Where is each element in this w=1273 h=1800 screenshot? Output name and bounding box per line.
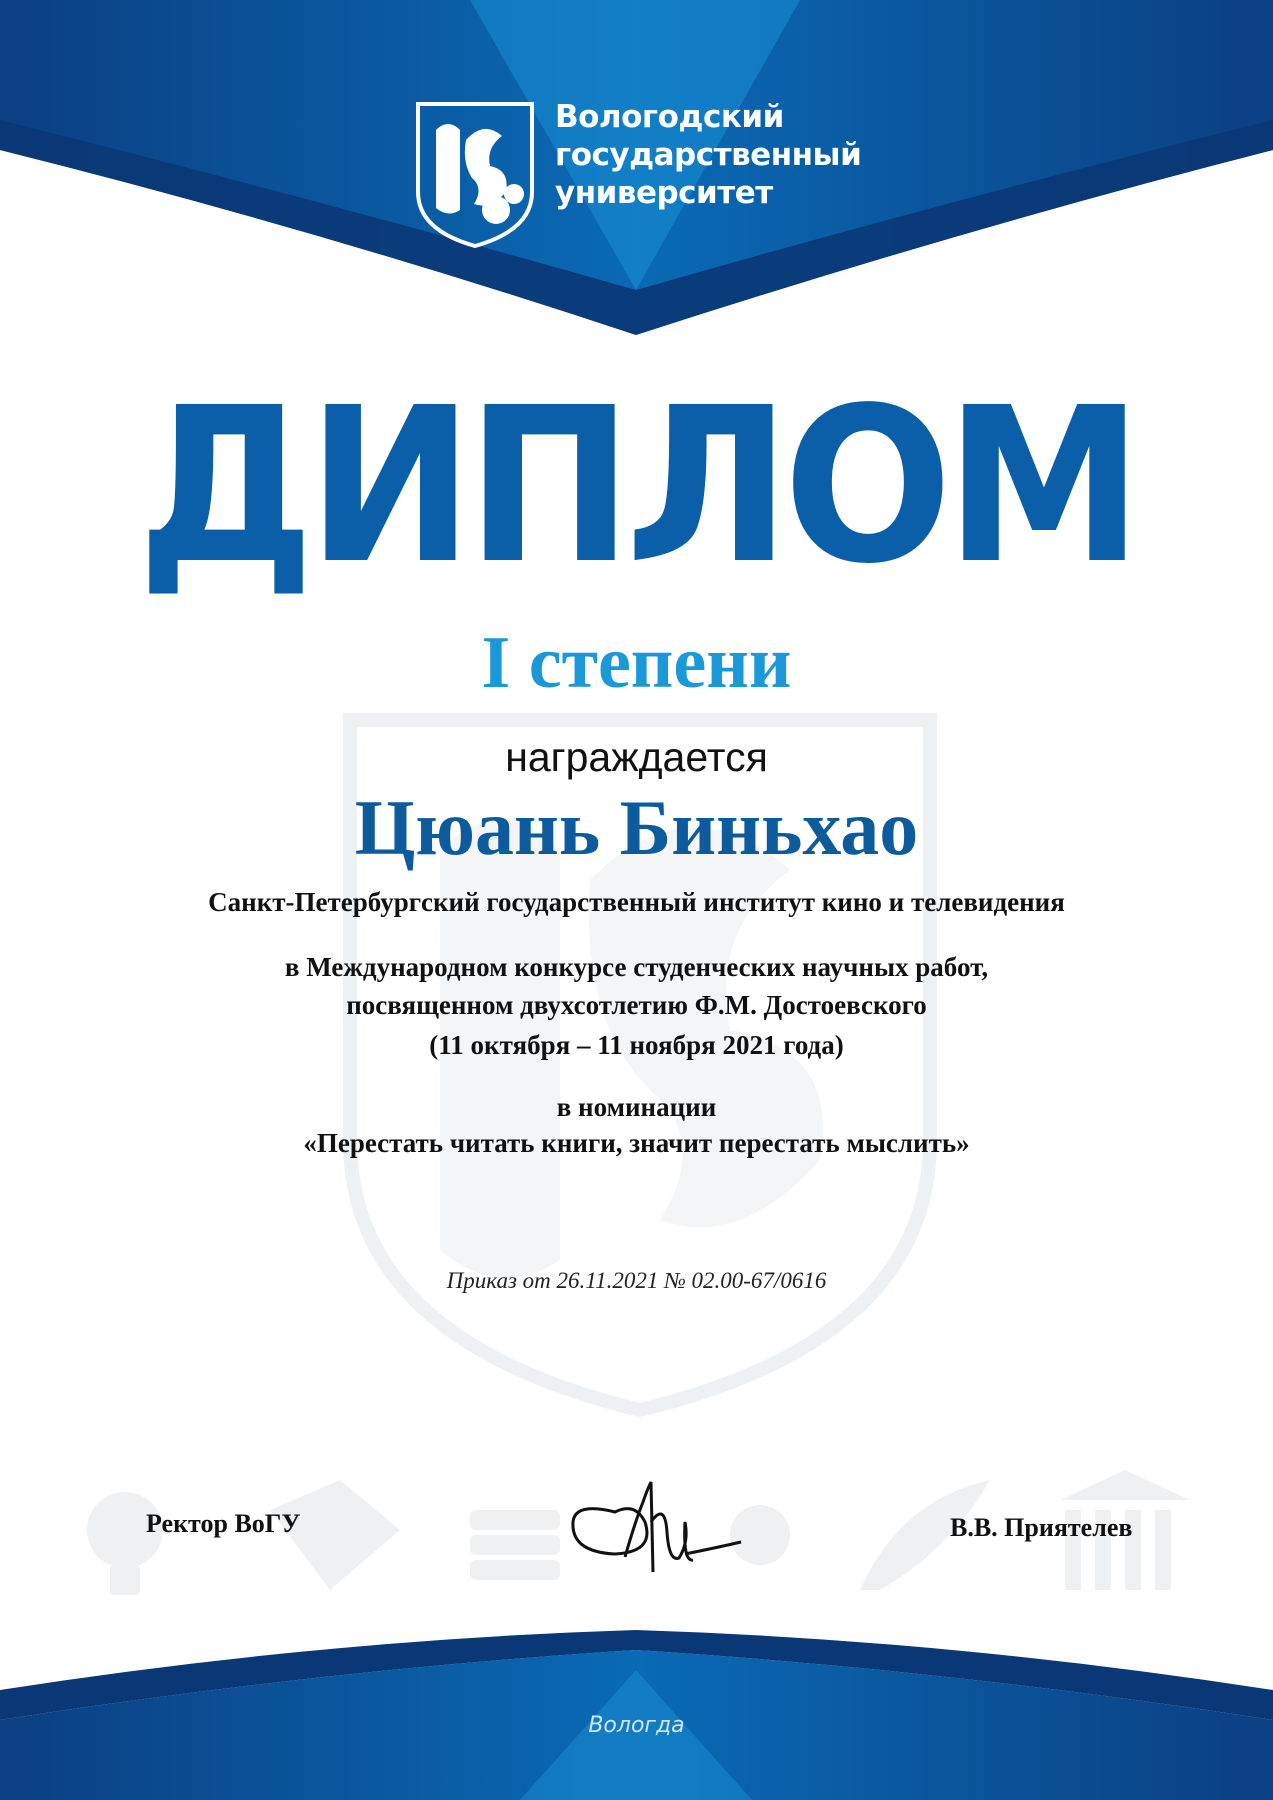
nomination-title: «Перестать читать книги, значит перестать мыслить» — [303, 1128, 970, 1158]
university-emblem — [414, 100, 536, 250]
order-reference: Приказ от 26.11.2021 № 02.00-67/0616 — [446, 1268, 827, 1293]
nomination-label: в номинации — [556, 1092, 717, 1122]
institution-name: Санкт-Петербургский государственный институт кино и телевидения — [208, 887, 1065, 917]
university-name-line: Вологодский — [555, 99, 784, 135]
university-name-line: государственный — [555, 137, 862, 173]
contest-dates: (11 октября – 11 ноября 2021 года) — [429, 1030, 844, 1060]
handwritten-signature — [555, 1462, 755, 1592]
books-icon — [470, 1510, 560, 1530]
awarded-text: награждается — [505, 734, 768, 780]
rector-position: Ректор ВоГУ — [146, 1509, 301, 1538]
recipient-name: Цюань Биньхао — [354, 784, 919, 871]
university-name — [555, 98, 861, 212]
university-name-line: университет — [555, 175, 773, 211]
rector-name: В.В. Приятелев — [950, 1513, 1133, 1542]
building-icon — [1060, 1470, 1190, 1500]
diploma-title: ДИПЛОМ — [137, 362, 1136, 611]
city-name: Вологда — [588, 1713, 685, 1738]
contest-line: посвященном двухсотлетию Ф.М. Достоевского — [346, 990, 927, 1020]
contest-line: в Международном конкурсе студенческих научных работ, — [284, 952, 989, 982]
diploma-degree: I степени — [481, 622, 792, 704]
